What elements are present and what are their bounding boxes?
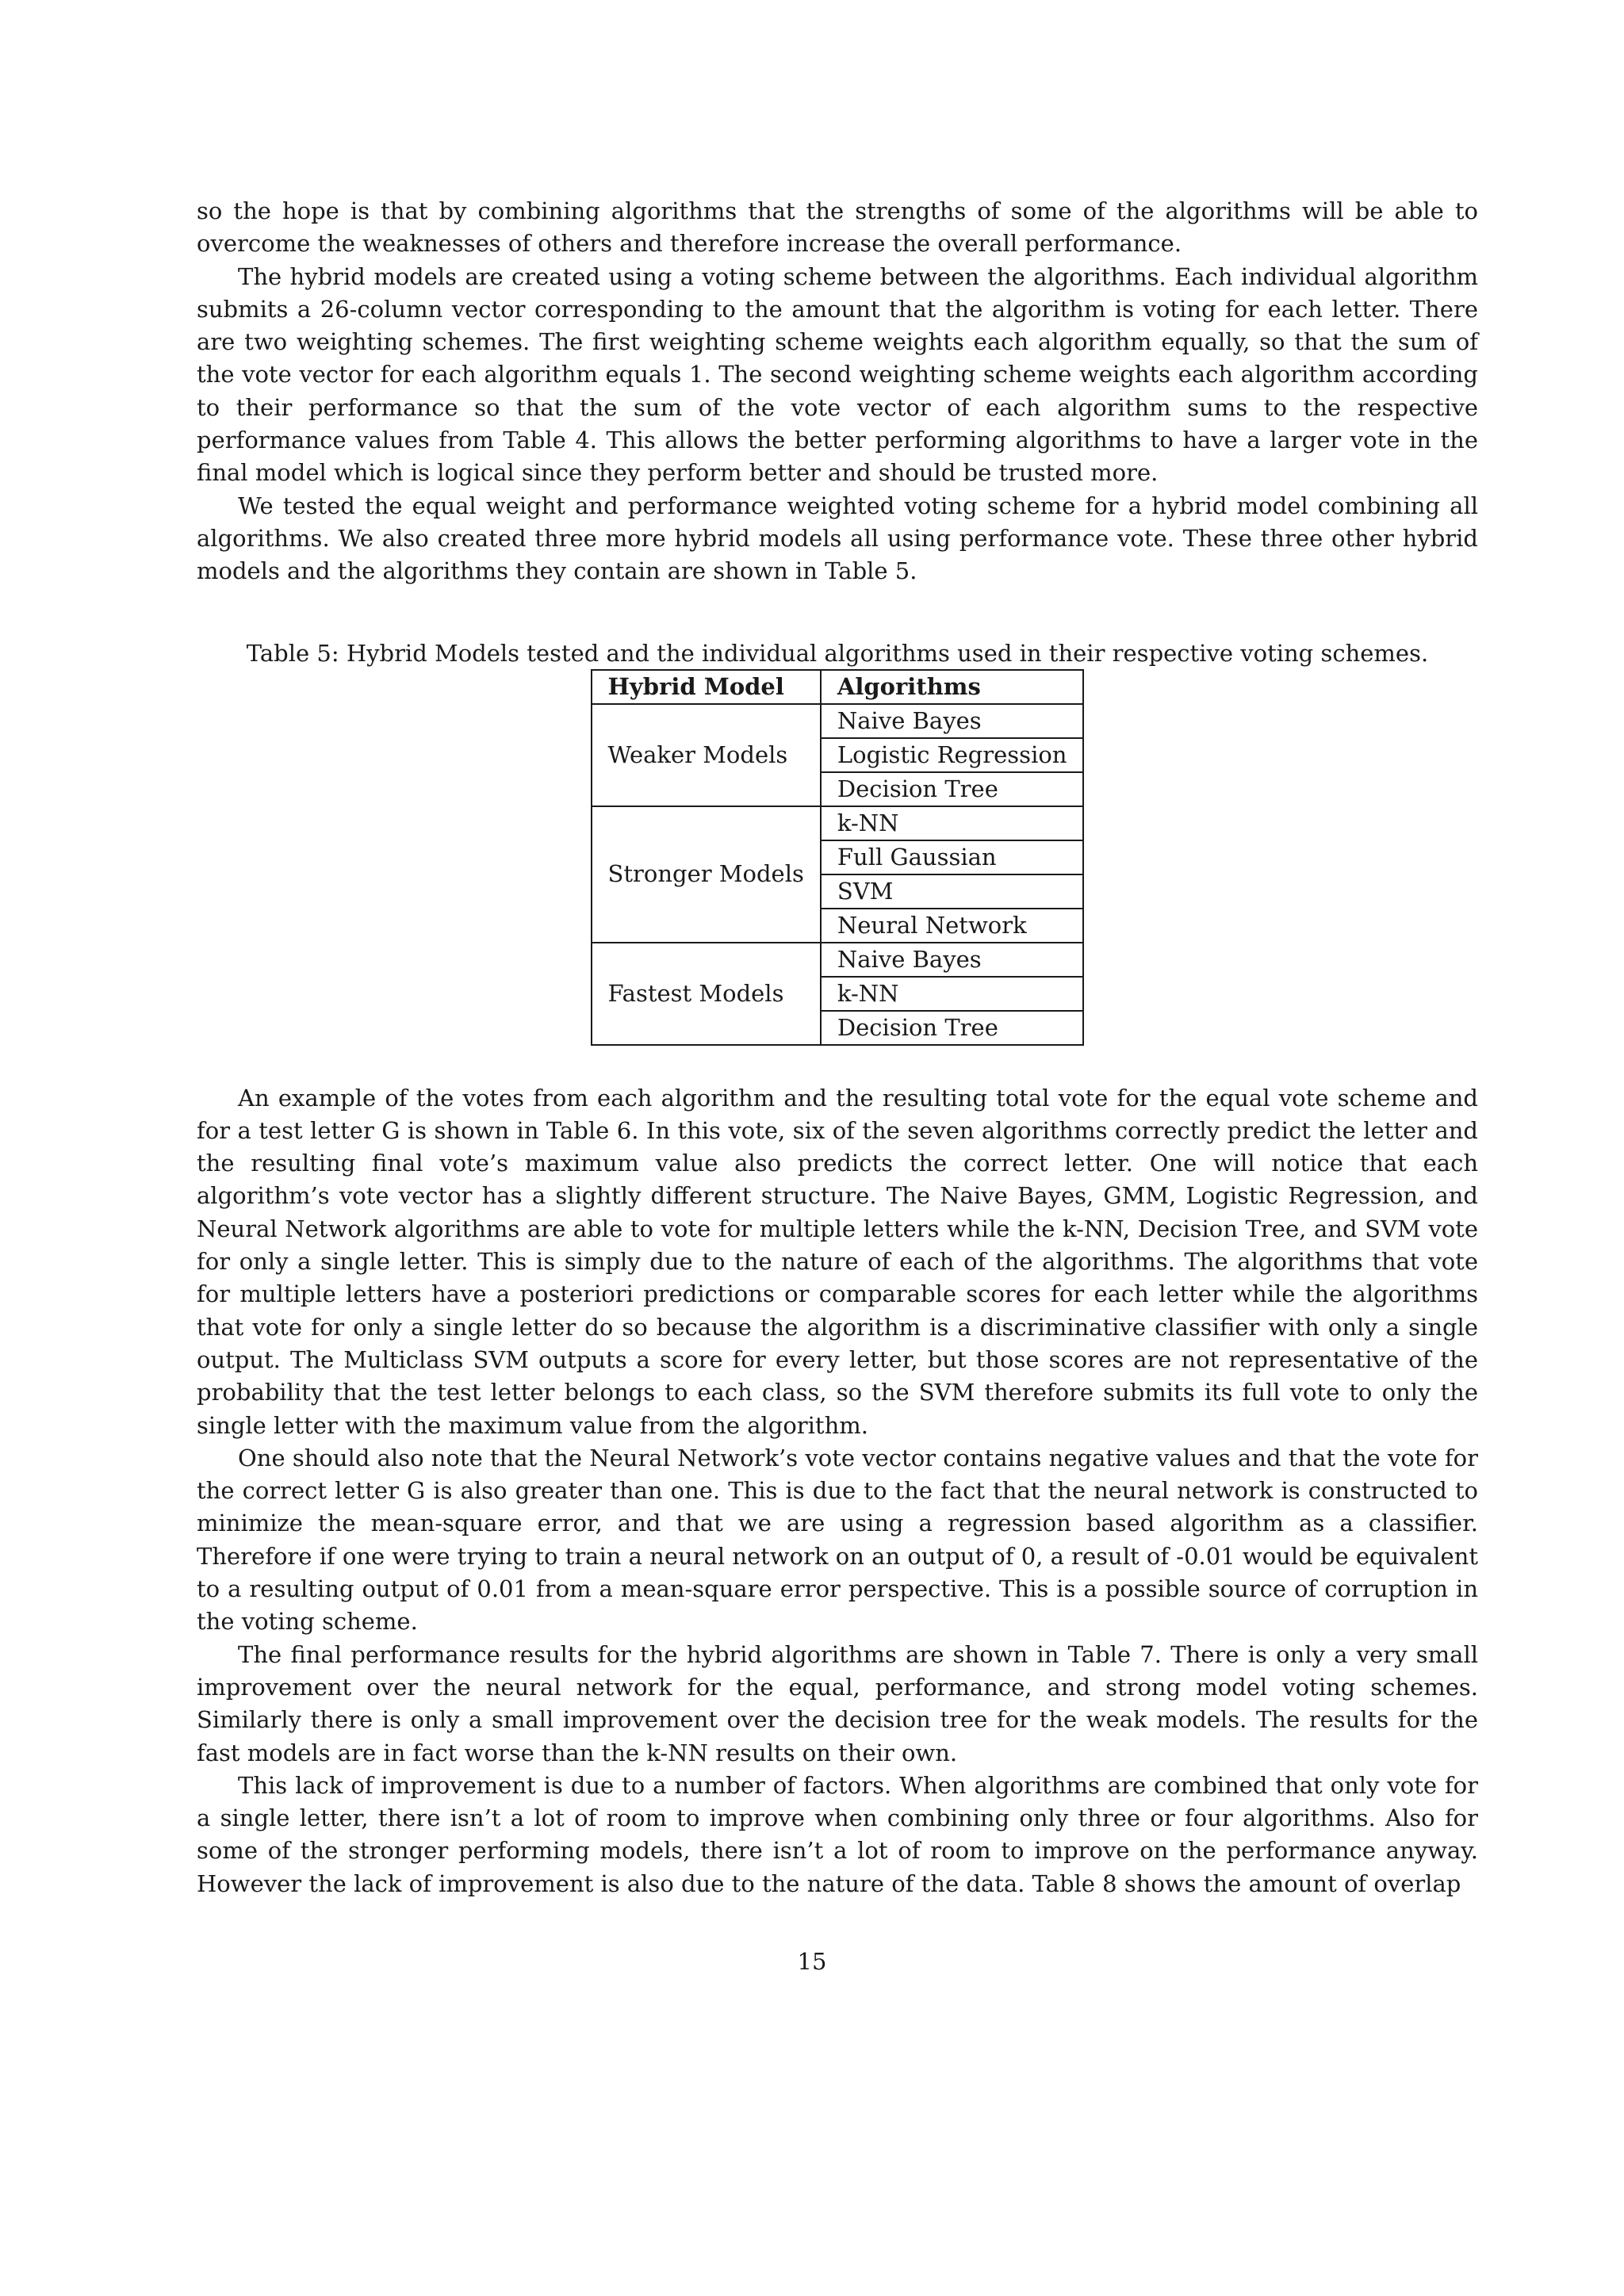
paragraph-neural-network-note: One should also note that the Neural Network’s vote vector contains negative values and that the vote for the correct letter G is also greater than one. This is due to the fact that the neural network is constructed to minimize the mean-square error, and that we are using a regression based algorithm as a classifier. Therefore if one were trying to train a neural network on an output of 0, a result of -0.01 would be equivalent to a resulting output of 0.01 from a mean-square error perspective. This is a possible source of corruption in the voting scheme. [197,1444,1478,1636]
paragraph-voting-scheme: The hybrid models are created using a voting scheme between the algorithms. Each individual algorithm submits a 26-column vector corresponding to the amount that the algorithm is voting for each letter. There are two weighting schemes. The first weighting scheme weights each algorithm equally, so that the sum of the vote vector for each algorithm equals 1. The second weighting scheme weights each algorithm according to their performance so that the sum of the vote vector of each algorithm sums to the respective performance values from Table 4. This allows the better performing algorithms to have a larger vote in the final model which is logical since they perform better and should be trusted more. [197,262,1478,487]
model-stronger: Stronger Models [592,806,821,943]
table-row [592,943,1084,977]
paragraph-vote-example: An example of the votes from each algorithm and the resulting total vote for the equal vote scheme and for a test letter G is shown in Table 6. In this vote, six of the seven algorithms correctly predict the letter and the resulting final vote’s maximum value also predicts the correct letter. One will notice that each algorithm’s vote vector has a slightly different structure. The Naive Bayes, GMM, Logistic Regression, and Neural Network algorithms are able to vote for multiple letters while the k-NN, Decision Tree, and SVM vote for only a single letter. This is simply due to the nature of each of the algorithms. The algorithms that vote for multiple letters have a posteriori predictions or comparable scores for each letter while the algorithms that vote for only a single letter do so because the algorithm is a discriminative classifier with only a single output. The Multiclass SVM outputs a score for every letter, but those scores are not representative of the probability that the test letter belongs to each class, so the SVM therefore submits its full vote to only the single letter with the maximum value from the algorithm. [197,1084,1478,1439]
algorithm-cell: Naive Bayes [821,704,1084,738]
algorithm-cell: SVM [821,874,1084,909]
algorithm-cell: k-NN [821,977,1084,1011]
table-5-block [197,637,1478,1046]
paragraph-lack-of-improvement: This lack of improvement is due to a number of factors. When algorithms are combined that only vote for a single letter, there isn’t a lot of room to improve when combining only three or four algorithms. Also for some of the stronger performing models, there isn’t a lot of room to improve on the performance anyway. However the lack of improvement is also due to the nature of the data. Table 8 shows the amount of overlap [197,1771,1478,1897]
paragraph-continuation: so the hope is that by combining algorithms that the strengths of some of the algorithms will be able to overcome the weaknesses of others and therefore increase the overall performance. [197,197,1478,258]
algorithm-cell: Decision Tree [821,1011,1084,1045]
table-row [592,806,1084,840]
paragraph-final-results: The final performance results for the hybrid algorithms are shown in Table 7. There is only a very small improvement over the neural network for the equal, performance, and strong model voting schemes. Similarly there is only a small improvement over the decision tree for the weak models. The results for the fast models are in fact worse than the k-NN results on their own. [197,1640,1478,1766]
table-5-caption: Table 5: Hybrid Models tested and the individual algorithms used in their respective voting schemes. [246,639,1429,667]
algorithm-cell: Logistic Regression [821,738,1084,772]
header-hybrid-model: Hybrid Model [592,670,821,704]
page-number: 15 [797,1948,827,1975]
header-algorithms: Algorithms [821,670,1084,704]
model-fastest: Fastest Models [592,943,821,1045]
table-row [592,704,1084,738]
table-5 [591,669,1085,1046]
algorithm-cell: Full Gaussian [821,840,1084,874]
algorithm-cell: k-NN [821,806,1084,840]
paragraph-hybrid-models-tested: We tested the equal weight and performance weighted voting scheme for a hybrid model combining all algorithms. We also created three more hybrid models all using performance vote. These three other hybrid models and the algorithms they contain are shown in Table 5. [197,492,1478,585]
algorithm-cell: Neural Network [821,909,1084,943]
model-weaker: Weaker Models [592,704,821,806]
page-content [197,195,1478,1900]
algorithm-cell: Decision Tree [821,772,1084,806]
algorithm-cell: Naive Bayes [821,943,1084,977]
table-header-row [592,670,1084,704]
